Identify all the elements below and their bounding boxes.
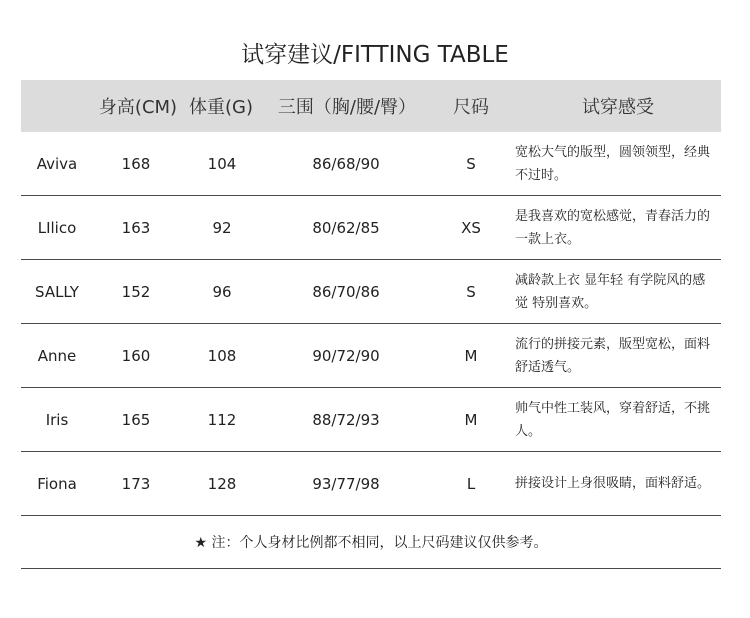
model-height: 165	[121, 410, 151, 429]
model-measurements: 93/77/98	[312, 474, 380, 493]
model-height: 160	[121, 346, 151, 365]
model-height: 168	[121, 154, 151, 173]
header-height: 身高(CM)	[98, 97, 178, 118]
model-measurements: 86/70/86	[312, 282, 380, 301]
page-title: 试穿建议/FITTING TABLE	[241, 42, 509, 68]
header-size: 尺码	[453, 97, 489, 118]
model-comment: 拼接设计上身很吸睛，面料舒适。	[515, 476, 711, 491]
model-size: M	[464, 410, 478, 429]
model-name: Iris	[45, 410, 69, 429]
header-name	[21, 80, 93, 132]
header-measurements: 三围（胸/腰/臀）	[277, 97, 417, 118]
model-name: LIlico	[37, 218, 77, 237]
model-weight: 92	[212, 218, 232, 237]
model-comment: 是我喜欢的宽松感觉，青春活力的一款上衣。	[515, 208, 711, 247]
table-row	[21, 260, 721, 324]
model-comment: 减龄款上衣 显年轻 有学院风的感觉 特别喜欢。	[515, 272, 706, 311]
table-row	[21, 196, 721, 260]
model-measurements: 90/72/90	[312, 346, 380, 365]
model-comment: 流行的拼接元素，版型宽松，面料舒适透气。	[515, 336, 711, 375]
table-footer	[21, 516, 721, 569]
model-weight: 96	[212, 282, 232, 301]
model-size: M	[464, 346, 478, 365]
model-height: 163	[121, 218, 151, 237]
model-height: 173	[121, 474, 151, 493]
model-measurements: 88/72/93	[312, 410, 380, 429]
model-name: Anne	[37, 346, 77, 365]
model-weight: 112	[207, 410, 237, 429]
model-weight: 128	[207, 474, 237, 493]
model-size: S	[466, 282, 476, 301]
footer-note: ★ 注：个人身材比例都不相同，以上尺码建议仅供参考。	[194, 535, 548, 551]
model-weight: 108	[207, 346, 237, 365]
header-comment: 试穿感受	[582, 97, 654, 118]
model-measurements: 86/68/90	[312, 154, 380, 173]
model-comment: 宽松大气的版型，圆领领型，经典不过时。	[515, 144, 711, 183]
table-row	[21, 132, 721, 196]
model-size: XS	[461, 218, 481, 237]
model-comment: 帅气中性工装风，穿着舒适，不挑人。	[515, 400, 711, 439]
header-weight: 体重(G)	[189, 97, 253, 118]
fitting-table	[21, 80, 721, 569]
model-name: SALLY	[35, 282, 79, 301]
model-height: 152	[121, 282, 151, 301]
table-row	[21, 324, 721, 388]
table-header	[21, 80, 721, 132]
model-name: Aviva	[36, 154, 78, 173]
model-weight: 104	[207, 154, 237, 173]
table-row	[21, 388, 721, 452]
model-measurements: 80/62/85	[312, 218, 380, 237]
model-name: Fiona	[37, 474, 77, 493]
model-size: S	[466, 154, 476, 173]
model-size: L	[466, 474, 476, 493]
table-row	[21, 452, 721, 516]
